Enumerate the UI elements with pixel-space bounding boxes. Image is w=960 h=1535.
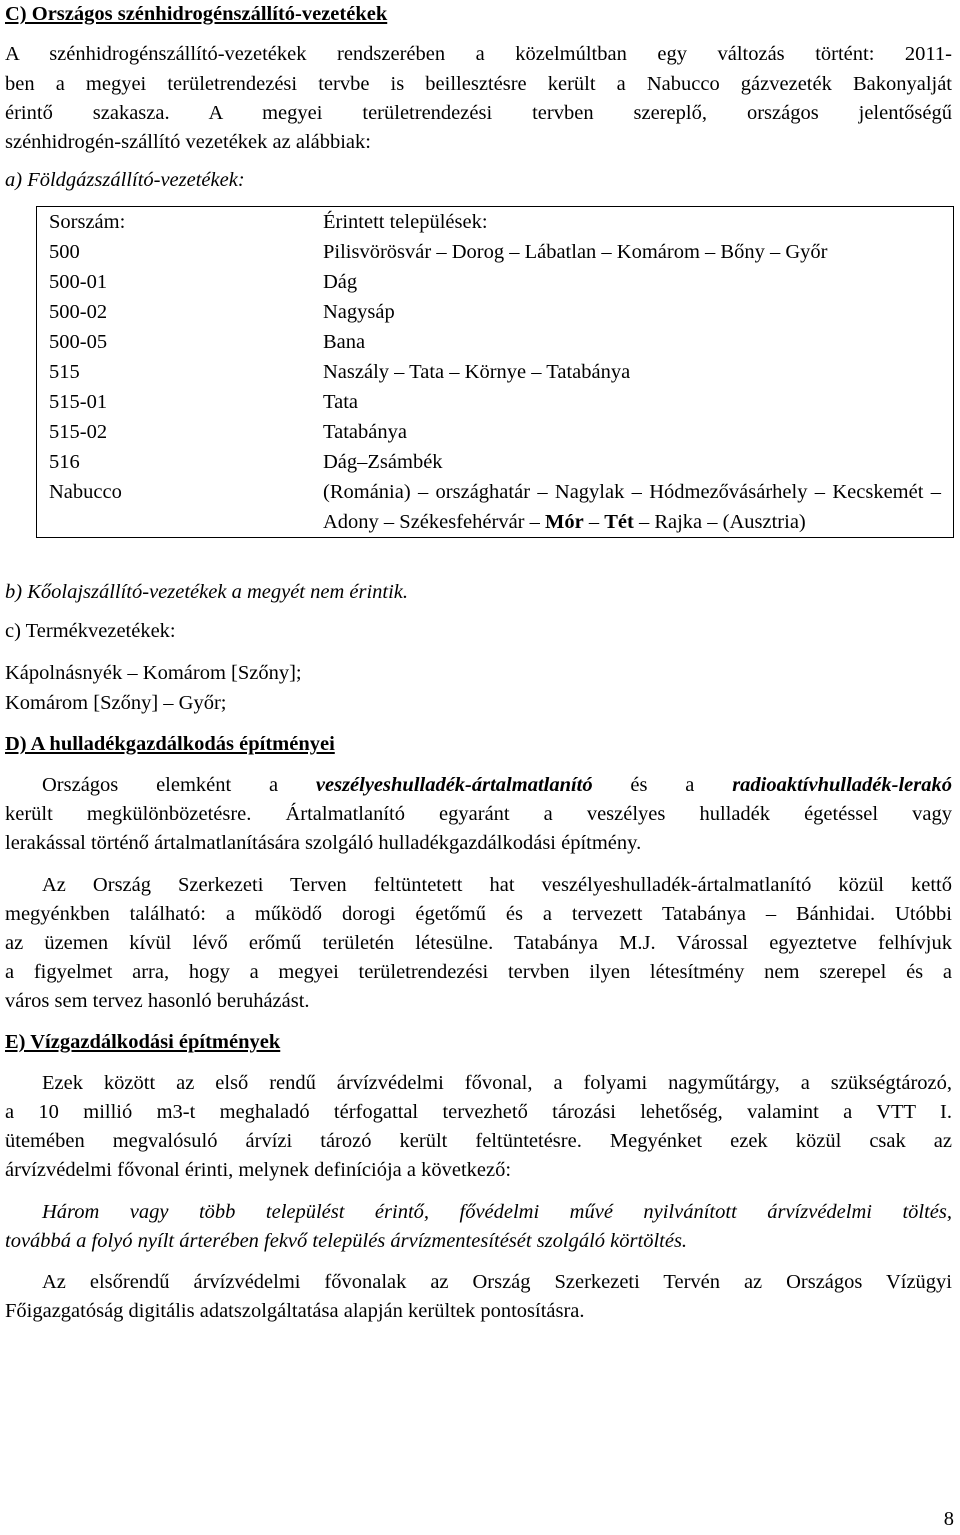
table-cell-route — [311, 477, 954, 538]
table-row — [37, 447, 954, 477]
route-text: – Rajka – (Ausztria) — [633, 511, 806, 533]
subheading-c: c) Termékvezetékek: — [5, 620, 176, 642]
section-d-para-line: Az Ország Szerkezeti Terven feltüntetett hat veszélyeshulladék-ártalmatlanító közül kettő — [42, 874, 952, 896]
table-cell-id: 500-01 — [49, 271, 108, 293]
subheading-a: a) Földgázszállító-vezetékek: — [5, 169, 245, 191]
section-e-para-line: ütemében megvalósuló árvízi tározó került feltüntetésre. Megyénket ezek közül csak az — [5, 1130, 952, 1152]
section-d-para-line: lerakással történő ártalmatlanítására szolgáló hulladékgazdálkodási építmény. — [5, 832, 642, 854]
table-cell-id: 515-02 — [49, 421, 108, 443]
table-row — [37, 417, 954, 447]
product-line: Kápolnásnyék – Komárom [Szőny]; — [5, 662, 302, 684]
section-c-para-line: ben a megyei területrendezési tervbe is beillesztésre került a Nabucco gázvezeték Bakonyalját — [5, 73, 952, 95]
route-town-bold: Tét — [604, 511, 634, 533]
text-run-emphasis: radioaktívhulladék-lerakó — [732, 774, 952, 796]
section-d-para-line: került megkülönbözetésre. Ártalmatlanító egyaránt a veszélyes hulladék égetéssel vagy — [5, 803, 952, 825]
table-cell-id: 515 — [49, 361, 80, 383]
table-row — [37, 267, 954, 297]
section-e-para-line: árvízvédelmi fővonal érinti, melynek definíciója a következő: — [5, 1159, 512, 1181]
text-run: Országos elemként a — [42, 774, 316, 796]
table-cell-id: 516 — [49, 451, 80, 473]
table-row — [37, 297, 954, 327]
table-cell-route: Bana — [323, 331, 366, 353]
table-row — [37, 357, 954, 387]
subheading-b: b) Kőolajszállító-vezetékek a megyét nem érintik. — [5, 581, 409, 603]
section-e-para-line: a 10 millió m3-t meghaladó térfogattal tervezhető tározási lehetőség, valamint a VTT I. — [5, 1101, 952, 1123]
section-d-para-line: város sem tervez hasonló beruházást. — [5, 990, 310, 1012]
table-cell-route: Naszály – Tata – Környe – Tatabánya — [323, 361, 631, 383]
section-d-para-line: az üzemen kívül lévő erőmű területén létesülne. Tatabánya M.J. Várossal egyeztetve felhívjuk — [5, 932, 952, 954]
pipeline-table — [36, 206, 954, 538]
section-e-para-line: Ezek között az első rendű árvízvédelmi fővonal, a folyami nagyműtárgy, a szükségtározó, — [42, 1072, 952, 1094]
table-cell-id: 500 — [49, 241, 80, 263]
table-row — [37, 387, 954, 417]
table-cell-route: Pilisvörösvár – Dorog – Lábatlan – Komárom – Bőny – Győr — [323, 241, 828, 263]
route-town-bold: Mór — [545, 511, 584, 533]
table-cell-id: 500-05 — [49, 331, 108, 353]
text-run: és a — [592, 774, 733, 796]
section-d-para-line: a figyelmet arra, hogy a megyei területrendezési tervben ilyen létesítmény nem szerepel és a — [5, 961, 952, 983]
table-row — [37, 327, 954, 357]
page-number: 8 — [943, 1508, 954, 1530]
product-line: Komárom [Szőny] – Győr; — [5, 692, 227, 714]
table-cell-id: 500-02 — [49, 301, 108, 323]
table-cell-route: Dág–Zsámbék — [323, 451, 443, 473]
section-c-para-line: szénhidrogén-szállító vezetékek az alábbiak: — [5, 131, 371, 153]
table-cell-route: Tatabánya — [323, 421, 407, 443]
route-text: (Románia) – országhatár – Nagylak – Hódmezővásárhely – Kecskemét – Adony – Székesfehérvár – — [323, 481, 941, 533]
table-cell-route: Nagysáp — [323, 301, 395, 323]
section-d-para-line — [42, 771, 952, 801]
section-c-heading: C) Országos szénhidrogénszállító-vezetékek — [5, 3, 388, 25]
section-c-para-line: érintő szakasza. A megyei területrendezési tervben szereplő, országos jelentőségű — [5, 102, 952, 124]
definition-line: Három vagy több települést érintő, fővédelmi művé nyilvánított árvízvédelmi töltés, — [42, 1201, 952, 1223]
table-cell-route: Tata — [323, 391, 358, 413]
section-e-para-line: Főigazgatóság digitális adatszolgáltatása alapján kerültek pontosításra. — [5, 1300, 585, 1322]
section-c-para-line: A szénhidrogénszállító-vezetékek rendszerében a közelmúltban egy változás történt: 2011- — [5, 43, 952, 65]
section-e-heading: E) Vízgazdálkodási építmények — [5, 1031, 281, 1053]
route-text: – — [583, 511, 605, 533]
table-cell-id: Nabucco — [49, 481, 122, 503]
table-header-cell: Érintett települések: — [323, 211, 488, 233]
table-cell-id: 515-01 — [49, 391, 108, 413]
table-row — [37, 237, 954, 267]
table-cell-route: Dág — [323, 271, 358, 293]
table-header-cell: Sorszám: — [49, 211, 126, 233]
text-run-emphasis: veszélyeshulladék-ártalmatlanító — [315, 774, 593, 796]
section-e-para-line: Az elsőrendű árvízvédelmi fővonalak az Ország Szerkezeti Tervén az Országos Vízügyi — [42, 1271, 952, 1293]
table-row-nabucco — [37, 477, 954, 538]
section-d-heading: D) A hulladékgazdálkodás építményei — [5, 733, 335, 755]
section-d-para-line: megyénkben található: a működő dorogi égetőmű és a tervezett Tatabánya – Bánhidai. Utóbbi — [5, 903, 952, 925]
table-header-row — [37, 207, 954, 238]
definition-line: továbbá a folyó nyílt árterében fekvő település árvízmentesítését szolgáló körtöltés. — [5, 1230, 688, 1252]
